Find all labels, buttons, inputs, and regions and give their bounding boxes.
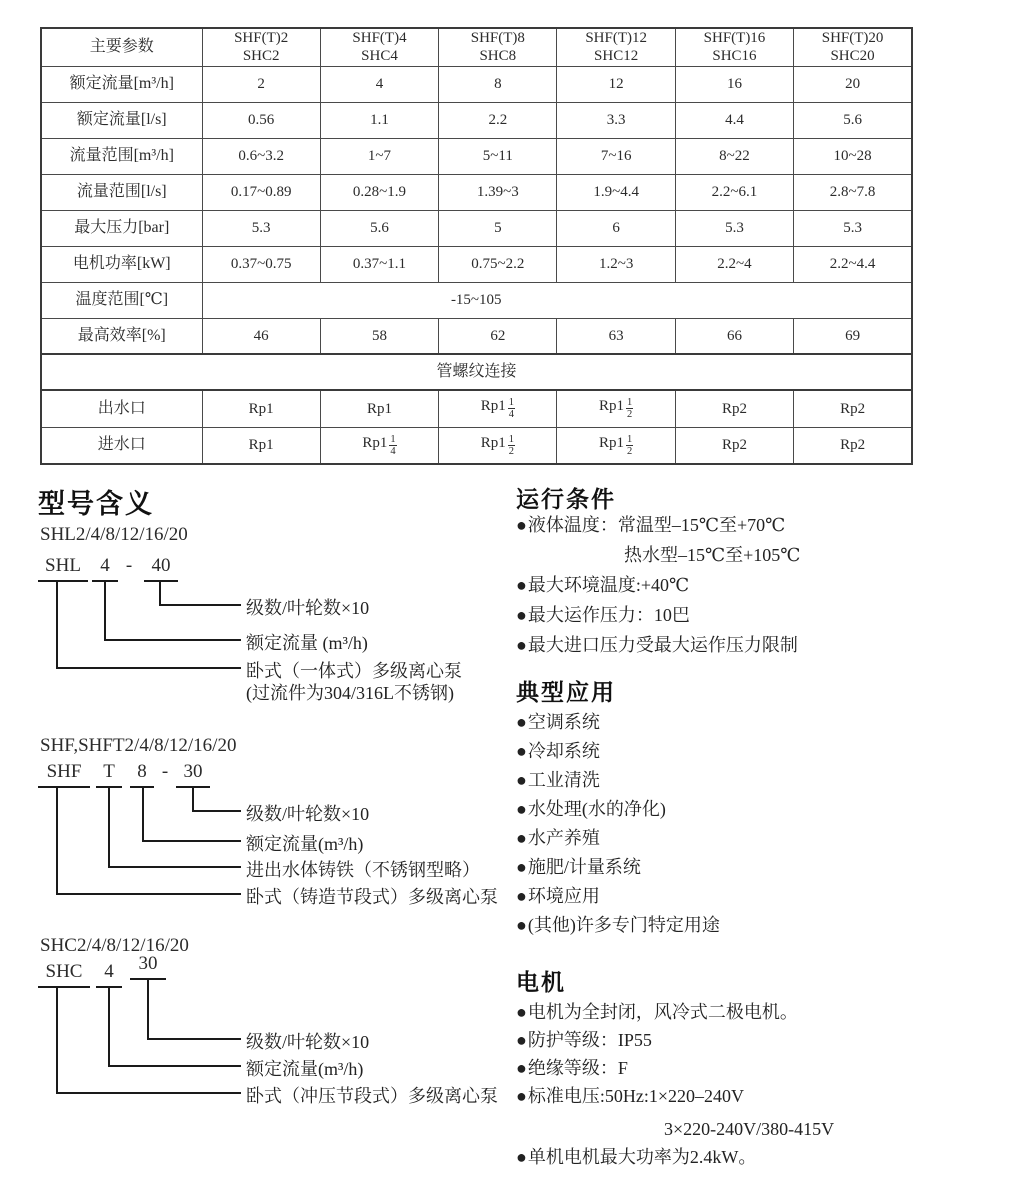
connector-hline bbox=[56, 893, 241, 895]
bullet-icon: ● bbox=[516, 1058, 527, 1078]
shl-label-type: 卧式（一体式）多级离心泵 bbox=[246, 661, 462, 681]
connector-vline bbox=[159, 580, 161, 606]
bullet-text: 空调系统 bbox=[527, 712, 600, 732]
spec-table bbox=[40, 27, 913, 465]
shl-label-stages: 级数/叶轮数×10 bbox=[246, 598, 370, 618]
value-cell: 5.3 bbox=[202, 210, 320, 246]
row-label-cell: 进水口 bbox=[41, 427, 202, 464]
bullet-item bbox=[516, 575, 986, 596]
value-cell: 0.56 bbox=[202, 102, 320, 138]
value-cell: 4 bbox=[320, 66, 438, 102]
bullet-text: 环境应用 bbox=[527, 886, 600, 906]
bullet-item bbox=[516, 712, 986, 733]
value-cell: 1.39~3 bbox=[439, 174, 557, 210]
bullet-icon: ● bbox=[516, 741, 527, 761]
connector-vline bbox=[192, 786, 194, 812]
bullet-item bbox=[516, 635, 986, 656]
section-cell: 管螺纹连接 bbox=[41, 354, 912, 390]
value-cell: 3.3 bbox=[557, 102, 675, 138]
motor-list bbox=[516, 1002, 986, 1175]
bullet-item bbox=[516, 828, 986, 849]
shl-code-flow: 4 bbox=[92, 554, 118, 582]
bullet-icon: ● bbox=[516, 799, 527, 819]
value-cell: 1.9~4.4 bbox=[557, 174, 675, 210]
row-label-cell: 温度范围[℃] bbox=[41, 282, 202, 318]
operating-conditions-title: 运行条件 bbox=[516, 486, 616, 512]
bullet-text: 最大环境温度:+40℃ bbox=[527, 575, 690, 595]
value-cell: 5.3 bbox=[675, 210, 793, 246]
spec-row bbox=[41, 427, 912, 464]
shl-code-stages: 40 bbox=[144, 554, 178, 582]
row-label-cell: 流量范围[m³/h] bbox=[41, 138, 202, 174]
model-header-cell: SHF(T)12 SHC12 bbox=[557, 28, 675, 66]
value-cell: Rp2 bbox=[675, 390, 793, 427]
shc-label-stages: 级数/叶轮数×10 bbox=[246, 1032, 370, 1052]
value-cell: 0.28~1.9 bbox=[320, 174, 438, 210]
bullet-icon: ● bbox=[516, 770, 527, 790]
spec-table-head bbox=[41, 28, 912, 66]
shf-code-material: T bbox=[96, 760, 122, 788]
value-cell: Rp2 bbox=[794, 390, 912, 427]
bullet-icon: ● bbox=[516, 1030, 527, 1050]
bullet-item bbox=[516, 605, 986, 626]
value-cell: 66 bbox=[675, 318, 793, 354]
value-cell: 1~7 bbox=[320, 138, 438, 174]
value-cell: 0.6~3.2 bbox=[202, 138, 320, 174]
connector-hline bbox=[142, 840, 241, 842]
motor-title: 电机 bbox=[516, 969, 566, 995]
row-label-cell: 电机功率[kW] bbox=[41, 246, 202, 282]
spec-table-body bbox=[41, 66, 912, 464]
row-label-cell: 额定流量[m³/h] bbox=[41, 66, 202, 102]
spec-row bbox=[41, 102, 912, 138]
bullet-text: 工业清洗 bbox=[527, 770, 600, 790]
bullet-icon: ● bbox=[516, 635, 527, 655]
spec-row bbox=[41, 354, 912, 390]
bullet-text: 绝缘等级：F bbox=[527, 1058, 628, 1078]
value-cell: Rp1 bbox=[202, 390, 320, 427]
bullet-text: 最大进口压力受最大运作压力限制 bbox=[527, 635, 798, 655]
connector-hline bbox=[108, 1065, 241, 1067]
bullet-icon: ● bbox=[516, 1086, 527, 1106]
connector-vline bbox=[147, 978, 149, 1040]
connector-hline bbox=[147, 1038, 241, 1040]
value-cell: Rp1 $\frac{1}{2}$ bbox=[557, 390, 675, 427]
shc-code-prefix: SHC bbox=[38, 960, 90, 988]
typical-applications-list bbox=[516, 712, 986, 944]
bullet-item bbox=[516, 1058, 986, 1079]
value-cell: 6 bbox=[557, 210, 675, 246]
model-meaning-title: 型号含义 bbox=[38, 489, 154, 519]
fraction: $\frac{1}{2}$ bbox=[508, 433, 514, 457]
fraction: $\frac{1}{2}$ bbox=[627, 397, 633, 421]
model-header-cell: SHF(T)8 SHC8 bbox=[439, 28, 557, 66]
value-cell: 58 bbox=[320, 318, 438, 354]
row-label-cell: 额定流量[l/s] bbox=[41, 102, 202, 138]
value-cell: 2.2 bbox=[439, 102, 557, 138]
bullet-item bbox=[516, 886, 986, 907]
connector-vline bbox=[142, 786, 144, 842]
shf-code-dash: - bbox=[161, 761, 169, 782]
value-cell: 1.2~3 bbox=[557, 246, 675, 282]
value-cell: 2.2~4.4 bbox=[794, 246, 912, 282]
shf-code-prefix: SHF bbox=[38, 760, 90, 788]
bullet-text: 冷却系统 bbox=[527, 741, 600, 761]
bullet-item bbox=[516, 741, 986, 762]
spec-row bbox=[41, 174, 912, 210]
bullet-subtext: 3×220-240V/380-415V bbox=[664, 1119, 835, 1139]
bullet-icon: ● bbox=[516, 886, 527, 906]
bullet-text: 水处理(水的净化) bbox=[527, 799, 666, 819]
spec-row bbox=[41, 138, 912, 174]
value-cell: 5.6 bbox=[320, 210, 438, 246]
row-label-cell: 最高效率[%] bbox=[41, 318, 202, 354]
operating-conditions-list bbox=[516, 515, 986, 665]
value-cell: 20 bbox=[794, 66, 912, 102]
value-cell: 8~22 bbox=[675, 138, 793, 174]
connector-hline bbox=[108, 866, 241, 868]
value-cell: 2.2~6.1 bbox=[675, 174, 793, 210]
shl-series: SHL2/4/8/12/16/20 bbox=[40, 524, 188, 545]
bullet-subtext: 热水型–15℃至+105℃ bbox=[624, 545, 801, 565]
connector-hline bbox=[192, 810, 241, 812]
connector-hline bbox=[159, 604, 241, 606]
value-cell: Rp2 bbox=[794, 427, 912, 464]
shf-label-material: 进出水体铸铁（不锈钢型略） bbox=[246, 860, 480, 880]
shf-label-type: 卧式（铸造节段式）多级离心泵 bbox=[246, 887, 498, 907]
connector-vline bbox=[104, 580, 106, 641]
value-cell: 0.37~0.75 bbox=[202, 246, 320, 282]
spec-row bbox=[41, 390, 912, 427]
bullet-icon: ● bbox=[516, 1002, 527, 1022]
param-header-cell: 主要参数 bbox=[41, 28, 202, 66]
row-label-cell: 出水口 bbox=[41, 390, 202, 427]
value-cell: 4.4 bbox=[675, 102, 793, 138]
spec-row bbox=[41, 282, 912, 318]
bullet-item bbox=[516, 799, 986, 820]
shf-code-stages: 30 bbox=[176, 760, 210, 788]
value-cell: 5.6 bbox=[794, 102, 912, 138]
bullet-item bbox=[516, 1086, 986, 1140]
value-cell: Rp1 bbox=[202, 427, 320, 464]
model-header-row bbox=[41, 28, 912, 66]
value-cell: 46 bbox=[202, 318, 320, 354]
bullet-icon: ● bbox=[516, 575, 527, 595]
model-header-cell: SHF(T)4 SHC4 bbox=[320, 28, 438, 66]
shf-code-flow: 8 bbox=[130, 760, 154, 788]
shc-label-type: 卧式（冲压节段式）多级离心泵 bbox=[246, 1086, 498, 1106]
bullet-item bbox=[516, 857, 986, 878]
bullet-icon: ● bbox=[516, 515, 527, 535]
shl-label-flow: 额定流量 (m³/h) bbox=[246, 633, 368, 653]
shc-code-flow: 4 bbox=[96, 960, 122, 988]
shl-label-type-note: (过流件为304/316L不锈钢) bbox=[246, 683, 454, 703]
row-label-cell: 最大压力[bar] bbox=[41, 210, 202, 246]
bullet-item bbox=[516, 1147, 986, 1168]
bullet-text: 防护等级：IP55 bbox=[527, 1030, 652, 1050]
connector-vline bbox=[56, 786, 58, 895]
value-cell: Rp1 $\frac{1}{2}$ bbox=[439, 427, 557, 464]
connector-vline bbox=[56, 580, 58, 669]
bullet-item bbox=[516, 915, 986, 936]
value-cell: Rp1 bbox=[320, 390, 438, 427]
bullet-text: 电机为全封闭，风冷式二极电机。 bbox=[527, 1002, 798, 1022]
typical-applications-title: 典型应用 bbox=[516, 679, 616, 705]
bullet-text: (其他)许多专门特定用途 bbox=[527, 915, 720, 935]
shc-series: SHC2/4/8/12/16/20 bbox=[40, 935, 189, 956]
bullet-icon: ● bbox=[516, 605, 527, 625]
model-header-cell: SHF(T)2 SHC2 bbox=[202, 28, 320, 66]
value-cell: 8 bbox=[439, 66, 557, 102]
value-cell: 7~16 bbox=[557, 138, 675, 174]
value-cell: Rp1 $\frac{1}{4}$ bbox=[320, 427, 438, 464]
shf-label-stages: 级数/叶轮数×10 bbox=[246, 804, 370, 824]
shf-label-flow: 额定流量(m³/h) bbox=[246, 834, 364, 854]
value-cell: Rp2 bbox=[675, 427, 793, 464]
fraction: $\frac{1}{2}$ bbox=[627, 433, 633, 457]
spec-row bbox=[41, 66, 912, 102]
fraction: $\frac{1}{4}$ bbox=[508, 397, 514, 421]
fraction: $\frac{1}{4}$ bbox=[390, 433, 396, 457]
spec-row bbox=[41, 318, 912, 354]
spec-row bbox=[41, 246, 912, 282]
bullet-item bbox=[516, 770, 986, 791]
value-cell: 63 bbox=[557, 318, 675, 354]
value-cell: 0.75~2.2 bbox=[439, 246, 557, 282]
value-cell: 5 bbox=[439, 210, 557, 246]
bullet-text: 标准电压:50Hz:1×220–240V bbox=[527, 1086, 745, 1106]
value-cell: 2 bbox=[202, 66, 320, 102]
value-cell: 1.1 bbox=[320, 102, 438, 138]
bullet-text: 液体温度：常温型–15℃至+70℃ bbox=[527, 515, 786, 535]
value-cell: 16 bbox=[675, 66, 793, 102]
connector-vline bbox=[108, 786, 110, 868]
value-cell: 62 bbox=[439, 318, 557, 354]
value-cell: 0.17~0.89 bbox=[202, 174, 320, 210]
value-cell: 5~11 bbox=[439, 138, 557, 174]
bullet-item bbox=[516, 515, 986, 566]
bullet-text: 施肥/计量系统 bbox=[527, 857, 641, 877]
value-cell: 5.3 bbox=[794, 210, 912, 246]
model-header-cell: SHF(T)16 SHC16 bbox=[675, 28, 793, 66]
bullet-text: 最大运作压力：10巴 bbox=[527, 605, 690, 625]
bullet-icon: ● bbox=[516, 712, 527, 732]
value-cell: 2.8~7.8 bbox=[794, 174, 912, 210]
merged-value-cell: -15~105 bbox=[202, 282, 912, 318]
connector-hline bbox=[104, 639, 241, 641]
bullet-item bbox=[516, 1030, 986, 1051]
connector-hline bbox=[56, 667, 241, 669]
model-header-cell: SHF(T)20 SHC20 bbox=[794, 28, 912, 66]
value-cell: 0.37~1.1 bbox=[320, 246, 438, 282]
shf-series: SHF,SHFT2/4/8/12/16/20 bbox=[40, 735, 237, 756]
spec-row bbox=[41, 210, 912, 246]
value-cell: 69 bbox=[794, 318, 912, 354]
connector-vline bbox=[108, 986, 110, 1067]
shl-code-prefix: SHL bbox=[38, 554, 88, 582]
connector-hline bbox=[56, 1092, 241, 1094]
value-cell: 10~28 bbox=[794, 138, 912, 174]
shc-code-stages: 30 bbox=[130, 952, 166, 980]
value-cell: 2.2~4 bbox=[675, 246, 793, 282]
value-cell: Rp1 $\frac{1}{4}$ bbox=[439, 390, 557, 427]
value-cell: Rp1 $\frac{1}{2}$ bbox=[557, 427, 675, 464]
bullet-item bbox=[516, 1002, 986, 1023]
bullet-icon: ● bbox=[516, 1147, 527, 1167]
value-cell: 12 bbox=[557, 66, 675, 102]
bullet-text: 单机电机最大功率为2.4kW。 bbox=[527, 1147, 757, 1167]
row-label-cell: 流量范围[l/s] bbox=[41, 174, 202, 210]
bullet-icon: ● bbox=[516, 915, 527, 935]
bullet-text: 水产养殖 bbox=[527, 828, 600, 848]
bullet-icon: ● bbox=[516, 828, 527, 848]
connector-vline bbox=[56, 986, 58, 1094]
bullet-icon: ● bbox=[516, 857, 527, 877]
shl-code-dash: - bbox=[125, 555, 133, 576]
shc-label-flow: 额定流量(m³/h) bbox=[246, 1059, 364, 1079]
